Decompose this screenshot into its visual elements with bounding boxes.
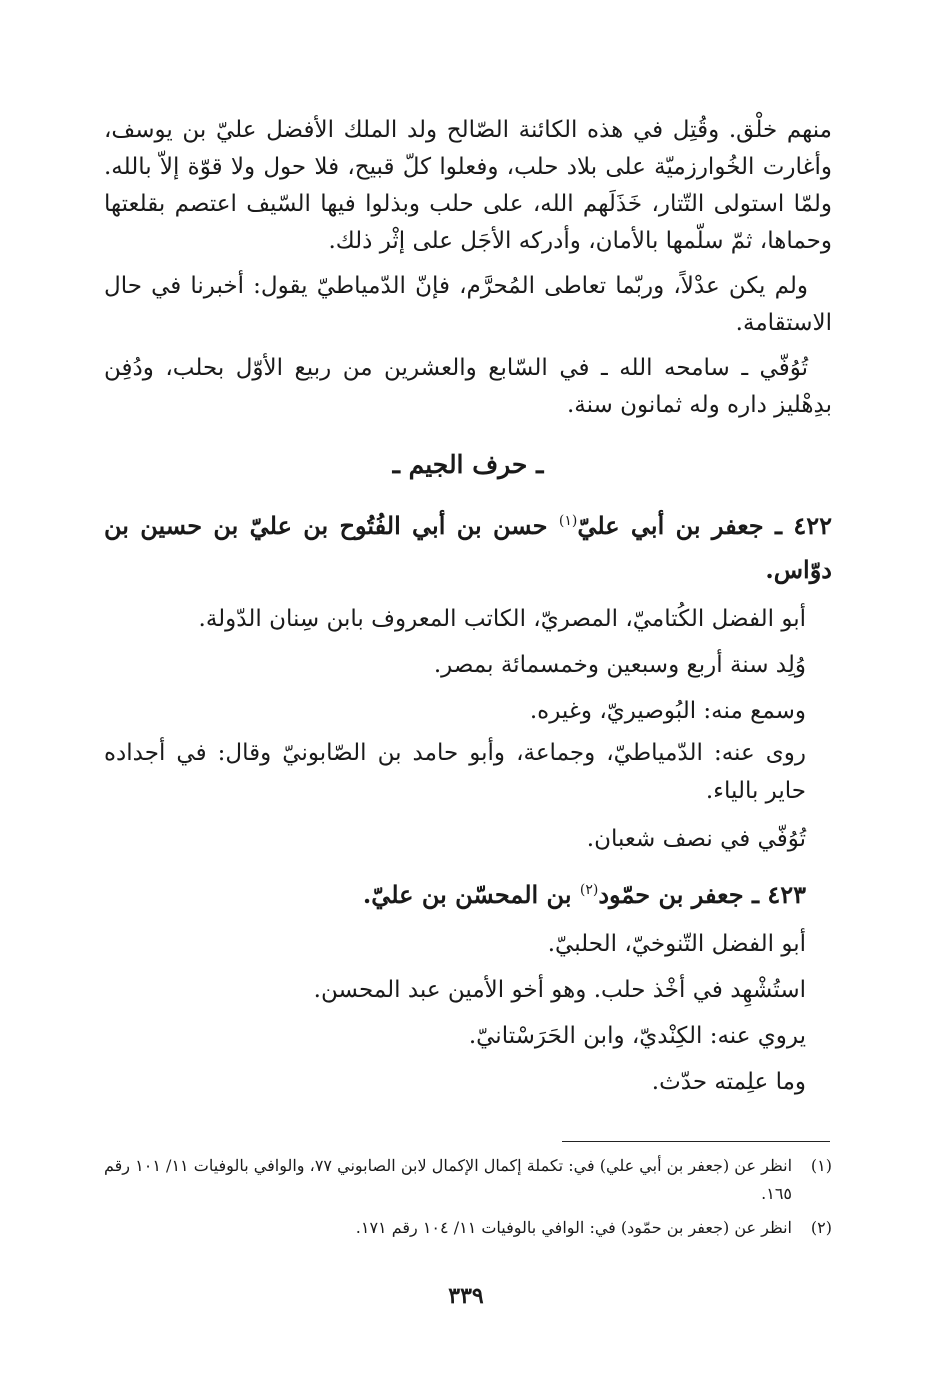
entry-line: أبو الفضل التّنوخيّ، الحلبيّ. <box>547 931 806 957</box>
footnote-marker: (٢) <box>579 882 599 898</box>
entry-line: استُشْهِد في أخْذ حلب. وهو أخو الأمين عبد المحسن. <box>313 977 806 1003</box>
body-paragraph: ولم يكن عدْلاً، وربّما تعاطى المُحرَّم، فإنّ الدّمياطيّ يقول: أخبرنا في حال الاستقامة. <box>104 273 832 336</box>
footnote-separator <box>562 1141 830 1142</box>
entry-title-part: ٤٢٢ ـ جعفر بن أبي عليّ <box>577 511 832 540</box>
footnote-number: (١) <box>810 1156 832 1175</box>
entry-line: يروي عنه: الكِنْديّ، وابن الحَرَسْتانيّ. <box>468 1023 806 1049</box>
entry-line: وسمع منه: البُوصيريّ، وغيره. <box>529 698 806 724</box>
footnotes <box>104 1152 832 1248</box>
entry-line: وما علِمته حدّث. <box>651 1069 806 1095</box>
page-number: ٣٣٩ <box>448 1283 484 1309</box>
entry-line: تُوُفّي في نصف شعبان. <box>586 826 806 852</box>
body-paragraph: منهم خلْق. وقُتِل في هذه الكائنة الصّالح ولد الملك الأفضل عليّ بن يوسف، وأغارت الخُوارزميّة على بلاد حلب، وفعلوا كلّ قبيح، فلا حول ولا قوّة إلاّ بالله. ولمّا استولى التّتار، خَذَلَهم الله، على حلب وبذلوا فيها السّيف اعتصم بقلعتها وحماها، ثمّ سلّمها بالأمان، وأدركه الأجَل على إثْر ذلك. <box>104 117 832 254</box>
footnote-marker: (١) <box>558 513 578 529</box>
body-paragraph: تُوُفّي ـ سامحه الله ـ في السّابع والعشرين من ربيع الأوّل بحلب، ودُفِن بدِهْليز داره وله ثمانون سنة. <box>104 355 832 418</box>
section-heading: ـ حرف الجيم ـ <box>392 450 544 479</box>
footnote-text: انظر عن (جعفر بن أبي علي) في: تكملة إكمال الإكمال لابن الصابوني ٧٧، والوافي بالوفيات ١١/ ١٠١ رقم ١٦٥. <box>104 1156 793 1203</box>
footnote <box>104 1214 832 1242</box>
entry-title-part: ٤٢٣ ـ جعفر بن حمّود <box>598 880 806 909</box>
page-body <box>104 112 832 1105</box>
entry-line: وُلِد سنة أربع وسبعين وخمسمائة بمصر. <box>433 652 806 678</box>
entry-title-part: بن المحسّن بن عليّ. <box>362 880 580 909</box>
entry-title-423 <box>104 868 832 917</box>
footnote-number: (٢) <box>810 1218 832 1237</box>
footnote <box>104 1152 832 1208</box>
entry-title-422 <box>104 499 832 592</box>
footnote-text: انظر عن (جعفر بن حمّود) في: الوافي بالوفيات ١١/ ١٠٤ رقم ١٧١. <box>355 1218 792 1237</box>
entry-line: روى عنه: الدّمياطيّ، وجماعة، وأبو حامد بن الصّابونيّ وقال: في أجداده حاير بالياء. <box>104 740 806 804</box>
entry-title-part: حسن بن أبي الفُتُوح بن عليّ بن حسين بن دوّاس. <box>104 511 832 584</box>
entry-line: أبو الفضل الكُتاميّ، المصريّ، الكاتب المعروف بابن سِنان الدّولة. <box>198 606 806 632</box>
